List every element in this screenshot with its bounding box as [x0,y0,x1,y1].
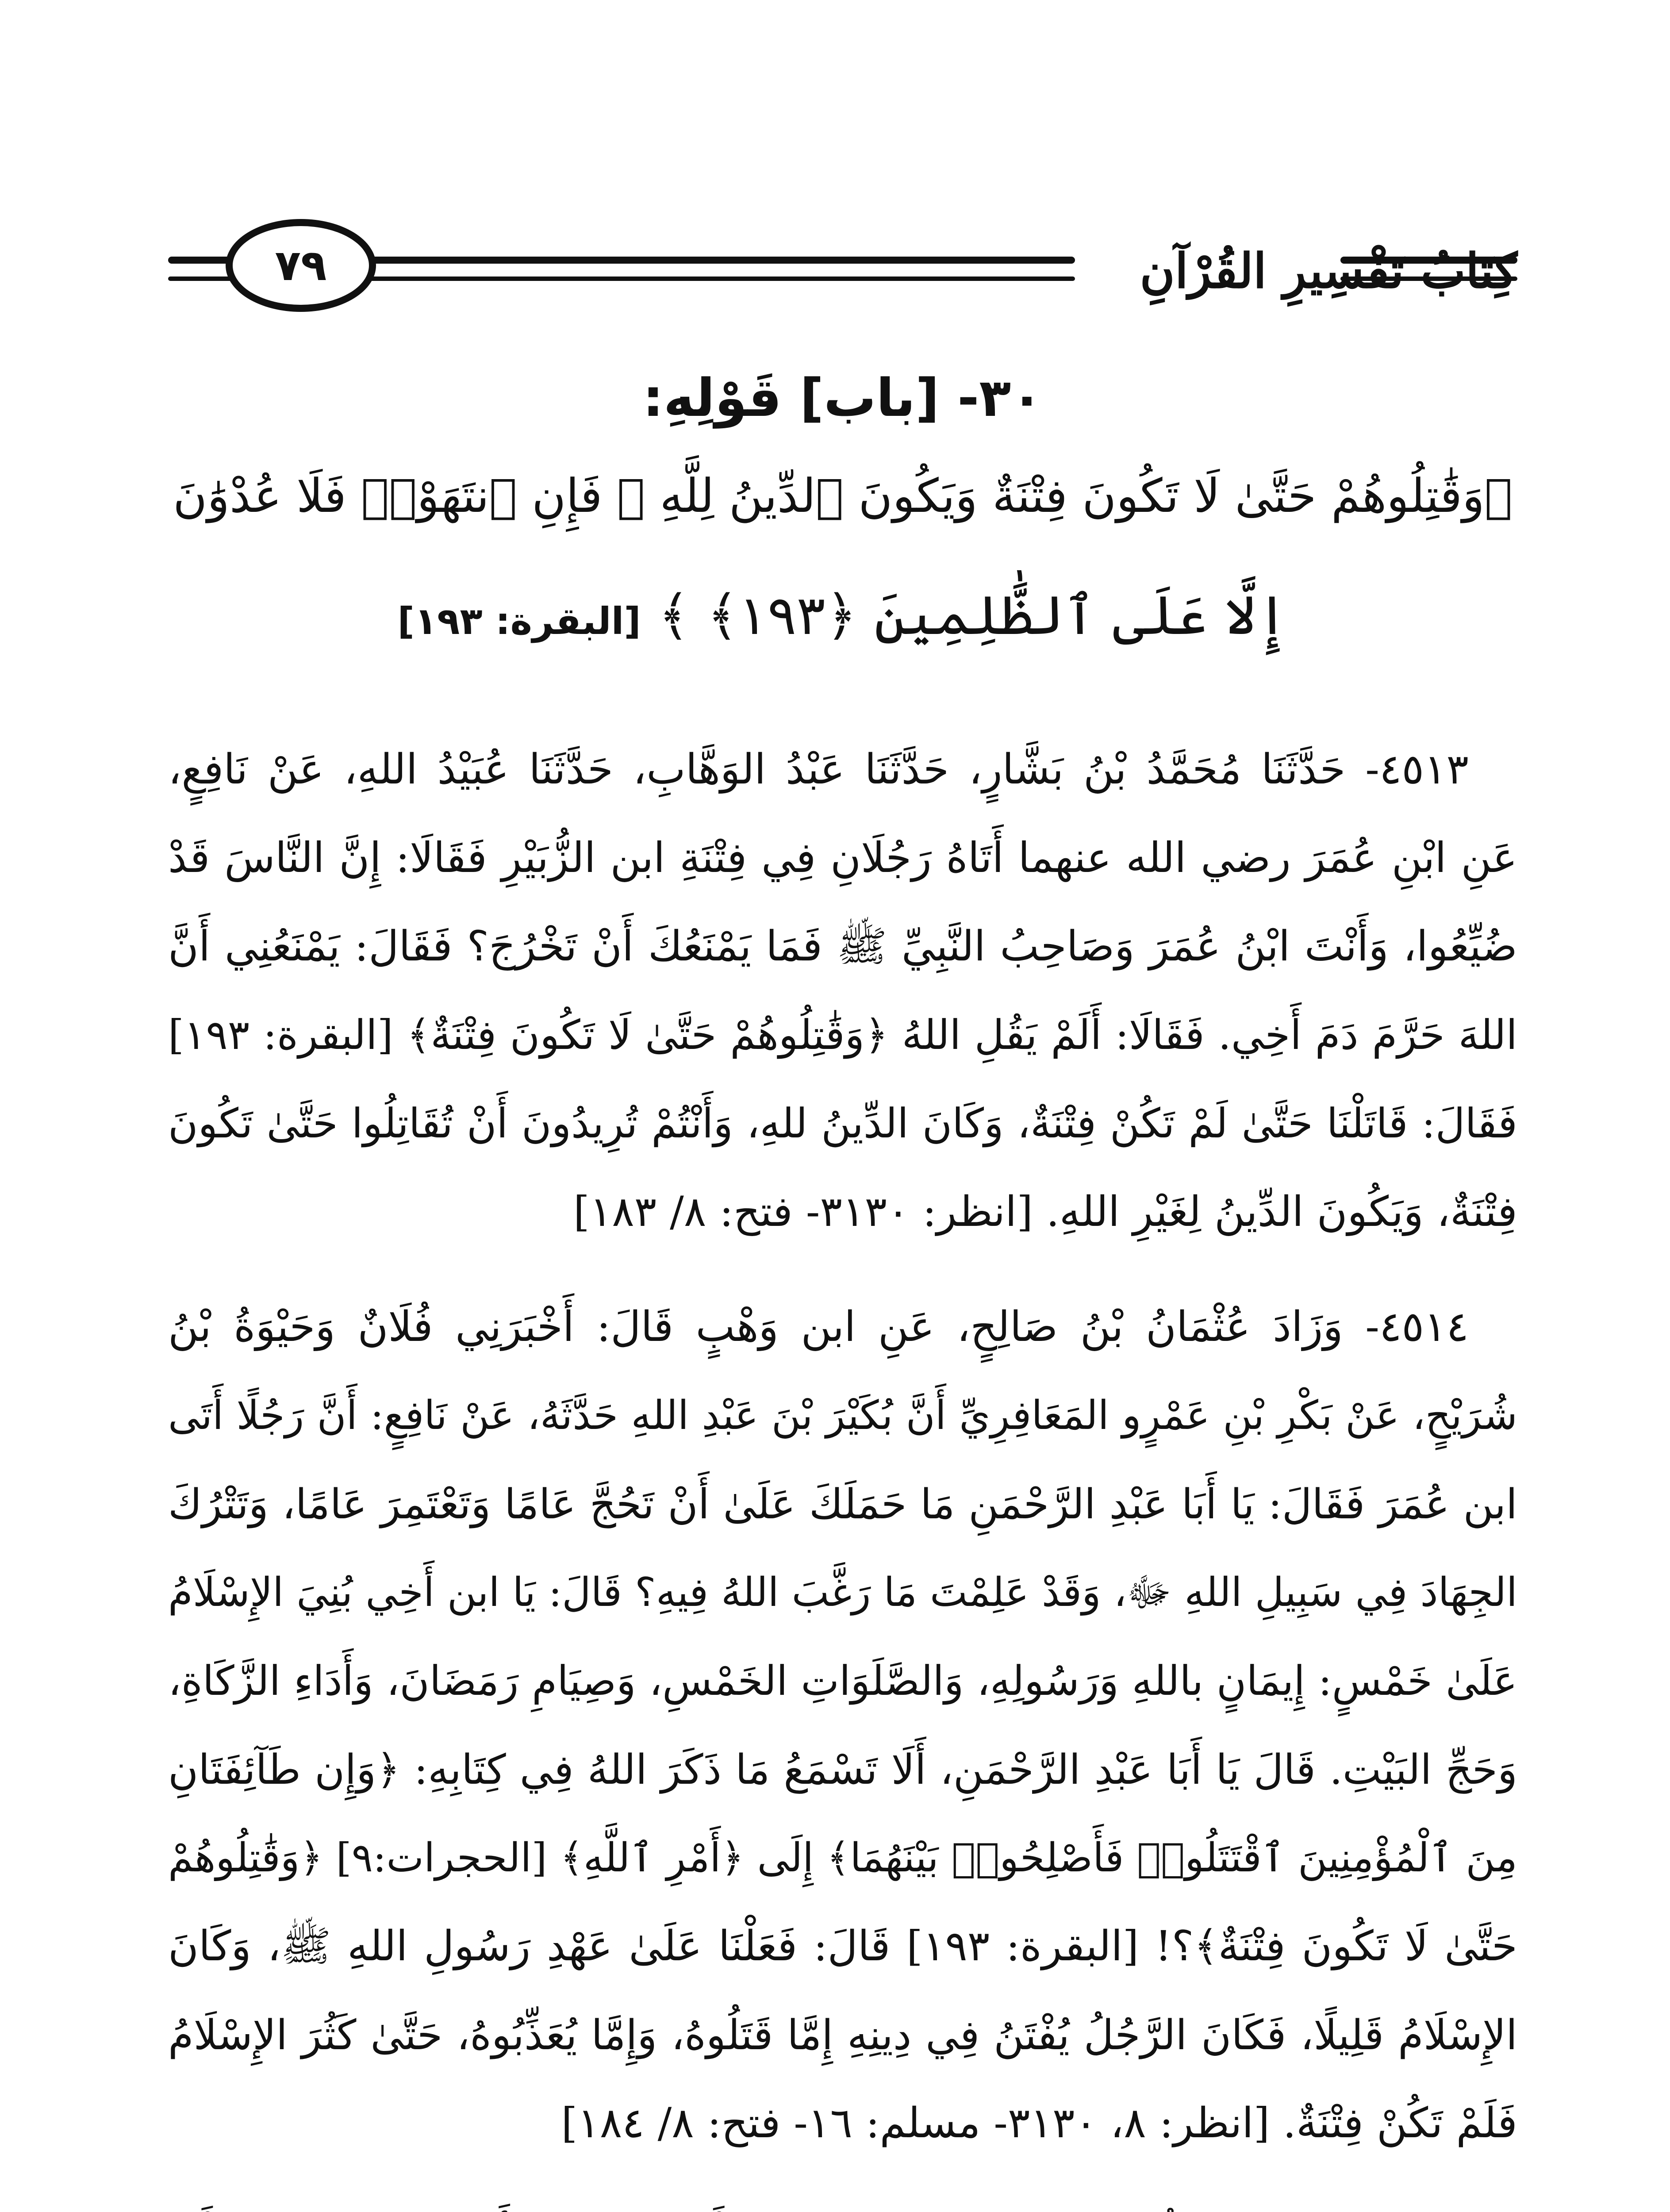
hadith-line: وَحَجِّ البَيْتِ. قَالَ يَا أَبَا عَبْدِ الرَّحْمَنِ، أَلَا تَسْمَعُ مَا ذَكَرَ اللهُ فِي كِتَابِهِ: ﴿وَإِن طَآئِفَتَانِ [168,1746,1517,1793]
running-header [168,208,1517,323]
book-title: كِتَابُ تَفْسِيرِ القُرْآنِ [1140,243,1517,299]
hadith-line: ٤٥١٣- حَدَّثَنَا مُحَمَّدُ بْنُ بَشَّارٍ، حَدَّثَنَا عَبْدُ الوَهَّابِ، حَدَّثَنَا عُبَيْدُ اللهِ، عَنْ نَافِعٍ، [168,745,1469,794]
hadith-line: عَلَىٰ خَمْسٍ: إِيمَانٍ باللهِ وَرَسُولِهِ، وَالصَّلَوَاتِ الخَمْسِ، وَصِيَامِ رَمَضَانَ، وَأَدَاءِ الزَّكَاةِ، [168,1657,1517,1705]
page-number-badge [226,219,376,312]
hadith-line: ٤٥١٤- وَزَادَ عُثْمَانُ بْنُ صَالِحٍ، عَنِ ابن وَهْبٍ قَالَ: أَخْبَرَنِي فُلَانٌ وَحَيْوَةُ بْنُ [168,1303,1469,1351]
hadith-line: فَقَالَ: قَاتَلْنَا حَتَّىٰ لَمْ تَكُنْ فِتْنَةٌ، وَكَانَ الدِّينُ للهِ، وَأَنْتُمْ تُرِيدُونَ أَنْ تُقَاتِلُوا حَتَّىٰ تَكُونَ [168,1100,1517,1147]
hadith-line [168,2194,1517,2212]
hadith-line: حَتَّىٰ لَا تَكُونَ فِتْنَةٌ﴾؟! [البقرة: ١٩٣] قَالَ: فَعَلْنَا عَلَىٰ عَهْدِ رَسُولِ اللهِ ﷺ، وَكَانَ [168,1922,1518,1970]
hadith-line: شُرَيْحٍ، عَنْ بَكْرِ بْنِ عَمْرٍو المَعَافِرِيِّ أَنَّ بُكَيْرَ بْنَ عَبْدِ اللهِ حَدَّثَهُ، عَنْ نَافِعٍ: أَنَّ رَجُلًا أَتَى [168,1392,1517,1439]
hadith-line: فَلَمْ تَكُنْ فِتْنَةٌ. [انظر: ٨، ٣١٣٠- مسلم: ١٦- فتح: ٨/ ١٨٤] [561,2099,1517,2147]
hadith-line: فِتْنَةٌ، وَيَكُونَ الدِّينُ لِغَيْرِ اللهِ. [انظر: ٣١٣٠- فتح: ٨/ ١٨٣] [573,1188,1517,1236]
page-number: ٧٩ [275,241,327,290]
hadith-line: مِنَ ٱلْمُؤْمِنِينَ ٱقْتَتَلُوا۟ فَأَصْلِحُوا۟ بَيْنَهُمَا﴾ إِلَى ﴿أَمْرِ ٱللَّهِ﴾ [الحجرات:٩] ﴿وَقَٰتِلُوهُمْ [168,1835,1518,1881]
verse-reference: [البقرة: ١٩٣] [397,599,641,643]
hadith-line: ضُيِّعُوا، وَأَنْتَ ابْنُ عُمَرَ وَصَاحِبُ النَّبِيِّ ﷺ فَمَا يَمْنَعُكَ أَنْ تَخْرُجَ؟ فَقَالَ: يَمْنَعُنِي أَنَّ [168,922,1517,971]
quran-verse-text: إِلَّا عَلَى ٱلظَّٰلِمِينَ ﴿١٩٣﴾ ﴾ [658,584,1288,647]
header-rule [341,276,1075,281]
header-rule [341,257,1075,264]
hadith-line: الجِهَادَ فِي سَبِيلِ اللهِ ﷻ، وَقَدْ عَلِمْتَ مَا رَغَّبَ اللهُ فِيهِ؟ قَالَ: يَا ابن أَخِي بُنِيَ الإِسْلَامُ [168,1569,1517,1616]
quran-verse-line: ﴿وَقَٰتِلُوهُمْ حَتَّىٰ لَا تَكُونَ فِتْنَةٌ وَيَكُونَ ٱلدِّينُ لِلَّهِ ۖ فَإِنِ ٱنتَهَوْا۟ فَلَا عُدْوَٰنَ [173,469,1513,523]
hadith-line: اللهَ حَرَّمَ دَمَ أَخِي. فَقَالَا: أَلَمْ يَقُلِ اللهُ ﴿وَقَٰتِلُوهُمْ حَتَّىٰ لَا تَكُونَ فِتْنَةٌ﴾ [البقرة: ١٩٣] [168,1011,1517,1059]
hadith-line: عَنِ ابْنِ عُمَرَ رضي الله عنهما أَتَاهُ رَجُلَانِ فِي فِتْنَةِ ابن الزُّبَيْرِ فَقَالَا: إِنَّ النَّاسَ قَدْ [168,834,1517,882]
hadith-line: الإِسْلَامُ قَلِيلًا، فَكَانَ الرَّجُلُ يُفْتَنُ فِي دِينِهِ إِمَّا قَتَلُوهُ، وَإِمَّا يُعَذِّبُوهُ، حَتَّىٰ كَثُرَ الإِسْلَامُ [168,2011,1517,2059]
quran-verse-line-2 [168,584,1517,647]
hadith-line: ابن عُمَرَ فَقَالَ: يَا أَبَا عَبْدِ الرَّحْمَنِ مَا حَمَلَكَ عَلَىٰ أَنْ تَحُجَّ عَامًا وَتَعْتَمِرَ عَامًا، وَتَتْرُكَ [168,1480,1517,1528]
chapter-heading: ٣٠- [باب] قَوْلِهِ: [642,367,1043,428]
